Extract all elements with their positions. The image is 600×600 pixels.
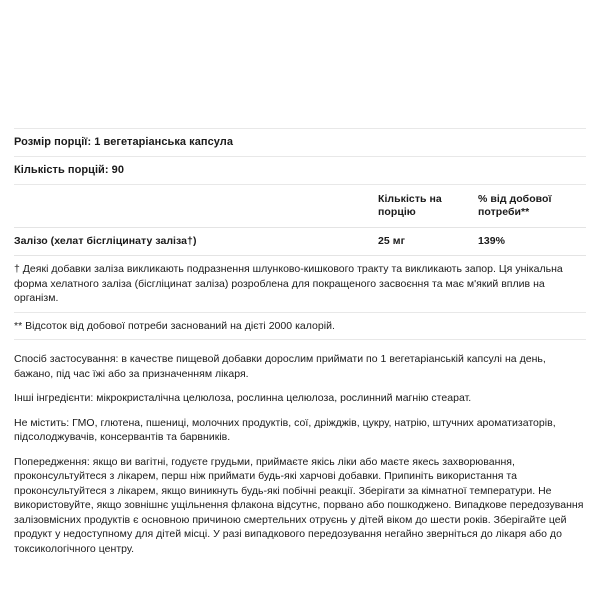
nutrient-name: Залізо (хелат бісгліцинату заліза†)	[14, 228, 378, 256]
serving-size-row: Розмір порції: 1 вегетаріанська капсула	[14, 136, 233, 148]
spacer-before-free-from	[14, 406, 586, 416]
column-header-percent-daily-value: % від добової потреби**	[478, 185, 586, 228]
footnote-double-star: ** Відсоток від добової потреби заснований на дієті 2000 калорій.	[14, 313, 586, 341]
directions-paragraph: Спосіб застосування: в качестве пищевой добавки дорослим приймати по 1 вегетаріанській капсулі на день, бажано, під час їжі або за призначенням лікаря.	[14, 353, 546, 380]
table-row	[14, 228, 586, 256]
servings-per-container-row: Кількість порцій: 90	[14, 164, 125, 176]
table-header-row	[14, 185, 586, 228]
other-ingredients-paragraph: Інші інгредієнти: мікрокристалічна целюлоза, рослинна целюлоза, рослинний магнію стеарат.	[14, 392, 472, 404]
column-header-nutrient	[14, 185, 378, 228]
nutrient-amount: 25 мг	[378, 228, 478, 256]
spacer-before-directions	[14, 340, 586, 352]
footnote-dagger: † Деякі добавки заліза викликають подразнення шлунково-кишкового тракту та викликають запор. Ця унікальна форма хелатного заліза (бісгліцинат заліза) розроблена для покращеного засвоєння та має м'який вплив на організм.	[14, 256, 586, 313]
free-from-paragraph: Не містить: ГМО, глютена, пшениці, молочних продуктів, сої, дріжджів, цукру, натрію, штучних ароматизаторів, підсолоджувачів, консервантів та барвників.	[14, 416, 556, 443]
nutrient-daily-value: 139%	[478, 228, 586, 256]
spacer-before-warning	[14, 445, 586, 455]
supplement-facts-table	[14, 185, 586, 256]
column-header-amount-per-serving: Кількість на порцію	[378, 185, 478, 228]
top-spacer	[14, 0, 586, 128]
spacer-before-other-ingredients	[14, 381, 586, 391]
warning-paragraph: Попередження: якщо ви вагітні, годуєте грудьми, приймаєте якісь ліки або маєте якесь захворювання, проконсультуйтеся з лікарем, перш ніж приймати будь-які харчові добавки. Припиніть використання та проконсультуйтеся з лікарем, якщо виникнуть будь-які побічні реакції. Зберігати за кімнатної температури. Не використовуйте, якщо зовнішнє ущільнення флакона відсутнє, порвано або пошкоджено. Випадкове передозування залізовмісних продуктів є основною причиною смертельних отруєнь у дітей віком до шести років. Зберігайте цей продукт у недоступному для дітей місці. У разі випадкового передозування негайно зверніться до лікаря або до токсикологічного центру.	[14, 455, 584, 555]
